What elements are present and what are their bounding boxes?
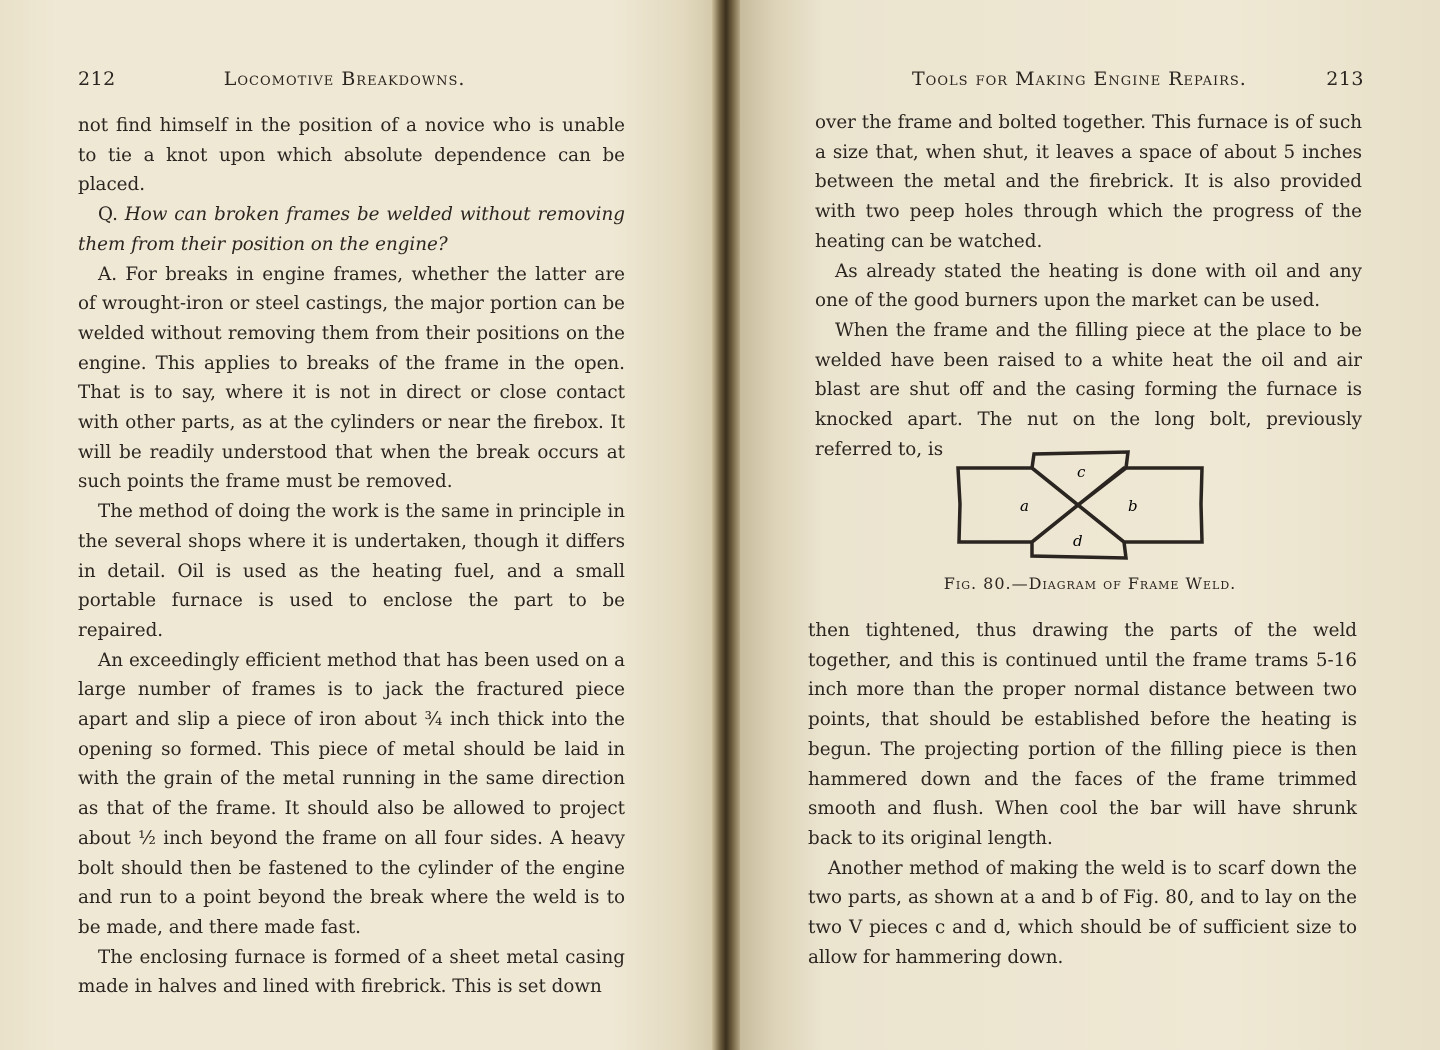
- right-text-block-bottom: [808, 616, 1357, 972]
- label-a: a: [1020, 497, 1029, 515]
- paragraph: over the frame and bolted together. This furnace is of such a size that, when shut, it leaves a space of about 5 inches between the metal and the firebrick. It is also provided with two peep holes through which the progress of the heating can be watched.: [815, 112, 1362, 252]
- left-page-number: 212: [78, 68, 116, 90]
- question-label: Q.: [98, 204, 118, 226]
- right-running-title: Tools for Making Engine Repairs.: [912, 68, 1247, 90]
- question-text: How can broken frames be welded without removing them from their position on the engine?: [78, 204, 625, 255]
- frame-weld-diagram: [950, 448, 1210, 563]
- right-running-head: [912, 64, 1364, 94]
- figure-caption: Fig. 80.—Diagram of Frame Weld.: [943, 574, 1237, 593]
- frame-part-b-outline: [1078, 468, 1202, 542]
- left-running-head: [78, 64, 623, 94]
- right-text-block-top: [815, 108, 1362, 464]
- paragraph: A. For breaks in engine frames, whether the latter are of wrought-iron or steel castings, the major portion can be welded without removing them from their positions on the engine. This applies to breaks of the frame in the open. That is to say, where it is not in direct or close contact with other parts, as at the cylinders or near the firebox. It will be readily understood that when the break occurs at such points the frame must be removed.: [78, 263, 625, 493]
- left-text-block: [78, 111, 625, 1002]
- paragraph: then tightened, thus drawing the parts of the weld together, and this is continued until the frame trams 5-16 inch more than the proper normal distance between two points, that should be established before the heating is begun. The projecting portion of the filling piece is then hammered down and the faces of the frame trimmed smooth and flush. When cool the bar will have shrunk back to its original length.: [808, 620, 1357, 849]
- paragraph: The enclosing furnace is formed of a sheet metal casing made in halves and lined with firebrick. This is set down: [78, 946, 625, 998]
- paragraph: not find himself in the position of a novice who is unable to tie a knot upon which absolute dependence can be placed.: [78, 115, 625, 196]
- paragraph: The method of doing the work is the same in principle in the several shops where it is undertaken, though it differs in detail. Oil is used as the heating fuel, and a small portable furnace is used to enclose the part to be repaired.: [78, 501, 625, 641]
- left-running-title: Locomotive Breakdowns.: [223, 68, 466, 90]
- paragraph: Another method of making the weld is to scarf down the two parts, as shown at a and b of Fig. 80, and to lay on the two V pieces c and d, which should be of sufficient size to allow for hammering down.: [808, 857, 1357, 968]
- label-d: d: [1073, 532, 1083, 550]
- label-c: c: [1077, 463, 1086, 481]
- right-page-number: 213: [1326, 68, 1364, 90]
- question-paragraph: [78, 200, 625, 259]
- paragraph: As already stated the heating is done with oil and any one of the good burners upon the market can be used.: [815, 260, 1362, 312]
- paragraph: When the frame and the filling piece at the place to be welded have been raised to a white heat the oil and air blast are shut off and the casing forming the furnace is knocked apart. The nut on the long bolt, previously referred to, is: [815, 319, 1362, 460]
- book-gutter: [712, 0, 740, 1050]
- paragraph: An exceedingly efficient method that has been used on a large number of frames is to jack the fractured piece apart and slip a piece of iron about ¾ inch thick into the opening so formed. This piece of metal should be laid in with the grain of the metal running in the same direction as that of the frame. It should also be allowed to project about ½ inch beyond the frame on all four sides. A heavy bolt should then be fastened to the cylinder of the engine and run to a point beyond the break where the weld is to be made, and there made fast.: [78, 649, 625, 938]
- frame-part-a-outline: [958, 468, 1078, 542]
- label-b: b: [1128, 497, 1138, 515]
